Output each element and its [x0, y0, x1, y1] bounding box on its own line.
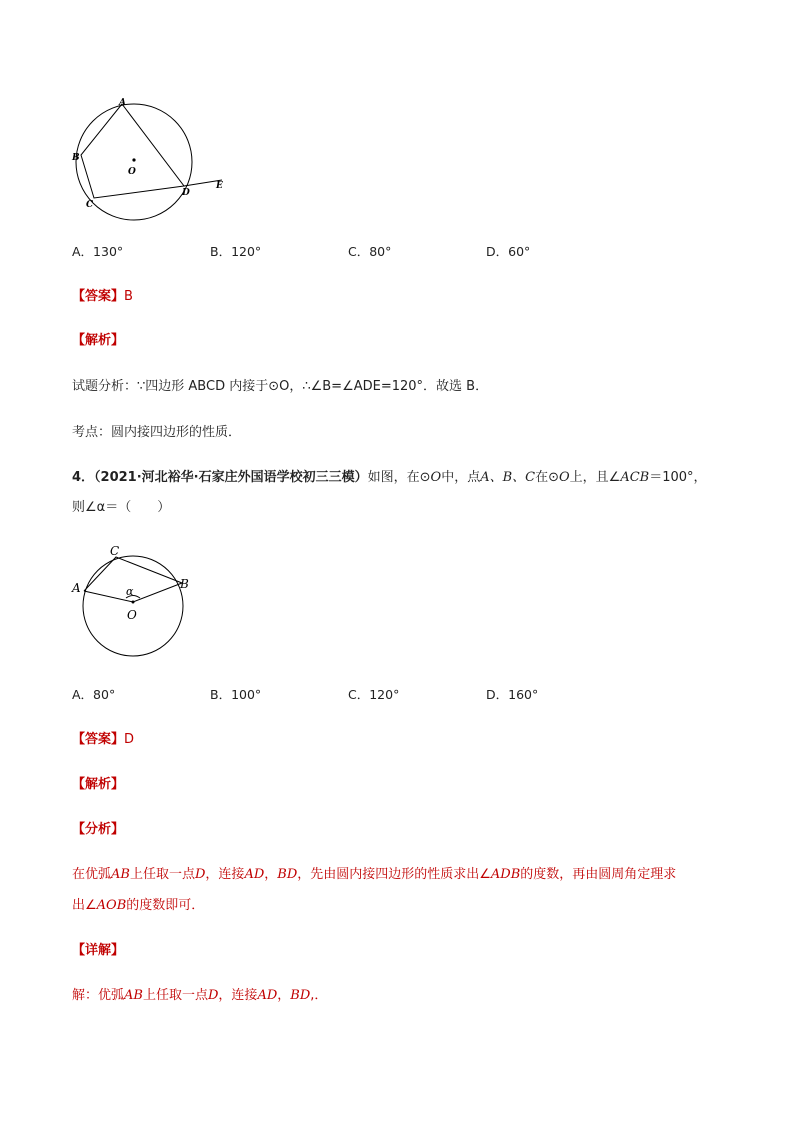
q4-fenxi-comma: ， [264, 867, 278, 882]
q4-fenxi-d: D [194, 867, 206, 882]
q4-fenxi-ad: AD [244, 867, 265, 882]
q3-label-o: O [128, 167, 136, 177]
q4-stem-o1: O [430, 470, 442, 485]
q4-stem-part1: 如图，在⊙ [367, 470, 431, 485]
q3-analysis-label: 【解析】 [72, 333, 125, 348]
q4-circle [83, 556, 183, 656]
q4-xj-text-c: ，连接 [218, 988, 258, 1003]
q4-stem-line1 [72, 469, 707, 487]
q4-stem-acb: ACB [620, 470, 650, 485]
q3-option-a: A．130° [72, 244, 124, 259]
q4-fenxi-line2 [72, 897, 204, 915]
q4-fenxi-text-d: ，先由圆内接四边形的性质求出∠ [297, 867, 491, 882]
q3-label-c: C [86, 200, 94, 210]
q3-answer-label: 【答案】 [72, 289, 125, 304]
q4-fenxi-text-c: ，连接 [205, 867, 245, 882]
q3-label-b: B [72, 153, 80, 163]
q3-kaodian-text: 考点：圆内接四边形的性质． [72, 425, 242, 440]
q3-center-dot [132, 158, 135, 161]
q4-analysis-label: 【解析】 [72, 777, 125, 792]
q4-label-alpha: α [126, 585, 134, 598]
q4-option-b: B．100° [210, 687, 262, 702]
q4-fenxi-bd: BD [277, 867, 298, 882]
q4-figure [66, 540, 206, 665]
q4-fenxi-adb: ADB [490, 867, 521, 882]
q4-xj-text-d: ,． [310, 988, 328, 1003]
q3-analysis-text: 试题分析：∵四边形 ABCD 内接于⊙O，∴∠B=∠ADE=120°．故选 B． [72, 379, 489, 394]
q4-fenxi-line2-b: 的度数即可． [126, 898, 205, 913]
q3-option-d: D．60° [486, 244, 531, 259]
q4-fenxi-text-a: 在优弧 [72, 867, 112, 882]
q4-answer-label: 【答案】 [72, 732, 125, 747]
q4-answer-value: D [124, 732, 135, 747]
q4-xj-d: D [207, 988, 219, 1003]
q4-label-b: B [180, 577, 189, 591]
q3-label-e: E [216, 181, 223, 191]
q3-option-c: C．80° [348, 244, 392, 259]
q4-stem-part2: 中，点 [441, 470, 481, 485]
q3-label-d: D [182, 188, 190, 198]
q4-stem-line2: 则∠α＝（ ） [72, 500, 171, 515]
q4-stem-points: A、B、C [480, 470, 536, 485]
q4-center-dot [132, 601, 135, 604]
q4-xiangjie-line1 [72, 987, 327, 1005]
q4-label-o: O [127, 608, 137, 622]
q3-label-a: A [119, 98, 126, 108]
q4-option-c: C．120° [348, 687, 400, 702]
q4-fenxi-label: 【分析】 [72, 822, 125, 837]
q3-option-b: B．120° [210, 244, 262, 259]
q4-xj-text-b: 上任取一点 [142, 988, 208, 1003]
q4-answer [72, 731, 134, 749]
q4-source: （2021·河北裕华·石家庄外国语学校初三三模） [94, 470, 368, 485]
q3-figure [60, 92, 240, 222]
q3-answer [72, 288, 133, 306]
q4-fenxi-line2-a: 出∠ [72, 898, 97, 913]
q4-option-d: D．160° [486, 687, 539, 702]
q4-fenxi-aob: AOB [96, 898, 127, 913]
q4-fenxi-text-b: 上任取一点 [129, 867, 195, 882]
q4-fenxi-text-e: 的度数，再由圆周角定理求 [520, 867, 677, 882]
q4-fenxi-line1 [72, 866, 676, 884]
q4-label-a: A [72, 581, 81, 595]
q4-xj-text-a: 解：优弧 [72, 988, 125, 1003]
q4-fenxi-ab: AB [111, 867, 130, 882]
q4-number: 4． [72, 470, 95, 485]
q4-xj-comma: ， [277, 988, 291, 1003]
q4-xiangjie-label: 【详解】 [72, 943, 125, 958]
q4-stem-o2: O [559, 470, 570, 485]
q4-option-a: A．80° [72, 687, 116, 702]
q3-answer-value: B [124, 289, 133, 304]
q4-xj-ab: AB [124, 988, 143, 1003]
q4-xj-bd: BD [290, 988, 311, 1003]
q4-stem-part5: ＝100°， [649, 470, 707, 485]
q4-stem-part3: 在⊙ [535, 470, 559, 485]
q4-label-c: C [110, 544, 120, 558]
q4-xj-ad: AD [257, 988, 278, 1003]
q3-circle [76, 104, 192, 220]
q4-stem-part4: 上，且∠ [569, 470, 621, 485]
